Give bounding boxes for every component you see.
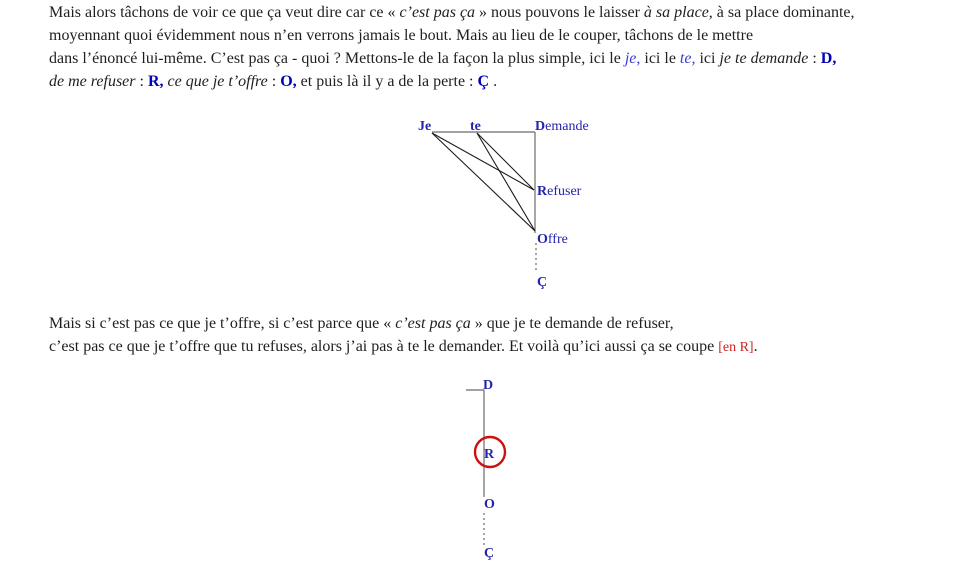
text-segment: à sa place	[643, 4, 709, 21]
text-segment: je te demande	[719, 50, 809, 67]
label-perte: Ç	[537, 275, 548, 290]
text-segment: Mais alors tâchons de voir ce que ça veut dire car ce «	[49, 4, 400, 21]
diagram-demande-refuser-offre	[410, 112, 600, 292]
label-o: O	[484, 497, 495, 512]
text-segment: [en R]	[718, 340, 754, 355]
label-r: R	[484, 447, 495, 462]
text-segment: O,	[280, 73, 297, 90]
text-segment: de me refuser	[49, 73, 136, 90]
text-segment: .	[753, 338, 758, 355]
text-segment: ce que je t’offre	[167, 73, 268, 90]
text-segment: » nous pouvons le laisser	[475, 4, 644, 21]
text-segment: dans l’énoncé lui-même. C’est pas ça - quoi ? Mettons-le de la façon la plus simple, ici le	[49, 50, 625, 67]
diagram-cut-at-r	[455, 372, 517, 574]
text-segment: .	[489, 73, 498, 90]
paragraph-conclusion	[49, 312, 758, 359]
text-segment: c’est pas ça	[399, 4, 476, 21]
label-demande: Demande	[535, 119, 589, 134]
paragraph-intro	[49, 1, 855, 93]
text-line	[49, 335, 758, 359]
text-segment: c’est pas ça	[395, 315, 471, 332]
text-segment: Ç	[477, 73, 490, 90]
text-segment: ici	[695, 50, 720, 67]
text-segment: :	[135, 73, 148, 90]
label-c: Ç	[484, 546, 495, 561]
text-segment: R,	[147, 73, 164, 90]
text-segment: je,	[624, 50, 641, 67]
text-line	[49, 1, 855, 24]
text-segment: , à sa place dominante,	[708, 4, 855, 21]
text-line	[49, 47, 855, 70]
text-line	[49, 24, 855, 47]
text-segment: » que je te demande de refuser,	[470, 315, 674, 332]
text-segment: :	[808, 50, 821, 67]
label-je: Je	[418, 119, 432, 134]
text-segment: :	[267, 73, 281, 90]
text-line	[49, 312, 758, 335]
text-line	[49, 70, 855, 93]
text-segment: Mais si c’est pas ce que je t’offre, si c’est parce que «	[49, 315, 396, 332]
text-segment: ici le	[640, 50, 680, 67]
label-d: D	[483, 378, 494, 393]
text-segment: D,	[820, 50, 837, 67]
label-offre: Offre	[537, 232, 568, 247]
text-segment: et puis là il y a de la perte :	[296, 73, 478, 90]
text-segment: c’est pas ce que je t’offre que tu refuses, alors j’ai pas à te le demander. Et voilà qu’ici aussi ça se coupe	[49, 338, 719, 355]
label-refuser: Refuser	[537, 184, 582, 199]
text-segment: moyennant quoi évidemment nous n’en verrons jamais le bout. Mais au lieu de le couper, tâchons de le mettre	[49, 27, 754, 44]
text-segment: te,	[679, 50, 696, 67]
label-te: te	[470, 119, 481, 134]
